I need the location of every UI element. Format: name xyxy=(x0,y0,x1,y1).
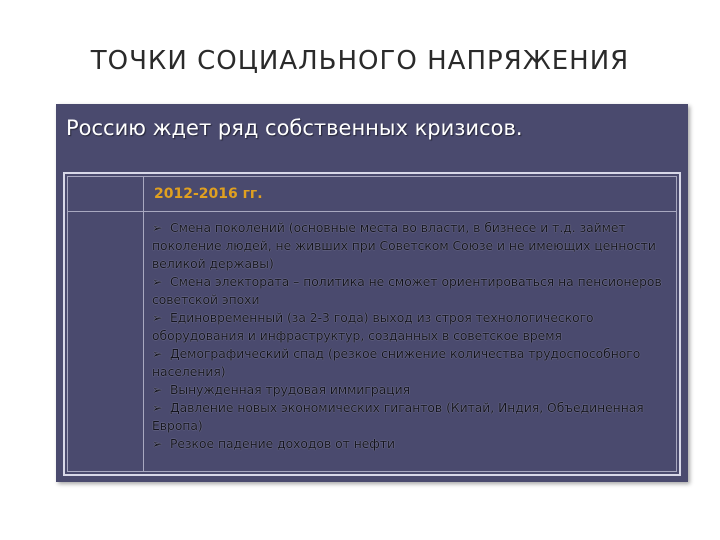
crisis-list xyxy=(152,219,672,453)
arrow-bullet-icon: ➢ xyxy=(152,221,163,235)
table-inner xyxy=(67,176,677,472)
list-item-text: Единовременный (за 2-3 года) выход из строя технологического оборудования и инфраструктур, созданных в советское время xyxy=(152,311,594,343)
arrow-bullet-icon: ➢ xyxy=(152,383,163,397)
list-item-text: Давление новых экономических гигантов (Китай, Индия, Объединенная Европа) xyxy=(152,401,644,433)
list-item xyxy=(152,435,672,453)
slide-title: ТОЧКИ СОЦИАЛЬНОГО НАПРЯЖЕНИЯ xyxy=(90,46,630,76)
list-item xyxy=(152,381,672,399)
arrow-bullet-icon: ➢ xyxy=(152,275,163,289)
content-panel xyxy=(56,104,688,482)
arrow-bullet-icon: ➢ xyxy=(152,401,163,415)
list-item-text: Резкое падение доходов от нефти xyxy=(170,437,395,451)
arrow-bullet-icon: ➢ xyxy=(152,311,163,325)
table-left-column xyxy=(68,177,144,471)
list-item-text: Демографический спад (резкое снижение количества трудоспособного населения) xyxy=(152,347,641,379)
arrow-bullet-icon: ➢ xyxy=(152,437,163,451)
period-label: 2012-2016 гг. xyxy=(154,186,263,202)
list-item xyxy=(152,219,672,273)
list-item-text: Смена поколений (основные места во власти, в бизнесе и т.д. займет поколение людей, не живших при Советском Союзе и не имеющих ценности великой державы) xyxy=(152,221,656,271)
panel-heading: Россию ждет ряд собственных кризисов. xyxy=(66,116,523,140)
crisis-table xyxy=(63,172,681,476)
list-item xyxy=(152,399,672,435)
list-item xyxy=(152,273,672,309)
list-item-text: Смена электората – политика не сможет ориентироваться на пенсионеров советской эпохи xyxy=(152,275,662,307)
list-item xyxy=(152,309,672,345)
arrow-bullet-icon: ➢ xyxy=(152,347,163,361)
list-item xyxy=(152,345,672,381)
table-row-divider xyxy=(68,211,676,212)
list-item-text: Вынужденная трудовая иммиграция xyxy=(170,383,410,397)
